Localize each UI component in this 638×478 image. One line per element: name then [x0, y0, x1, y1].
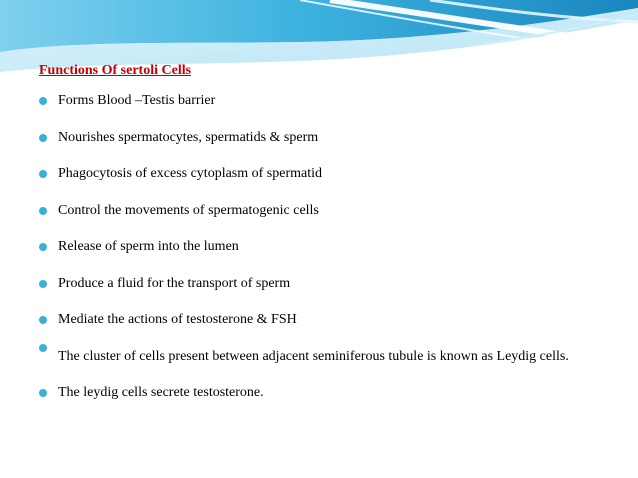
bullet-dot-icon	[39, 344, 47, 352]
list-item	[39, 129, 601, 147]
bullet-dot-icon	[39, 170, 47, 178]
bullet-text: The cluster of cells present between adjacent seminiferous tubule is known as Leydig cells.	[58, 348, 569, 364]
bullet-dot-icon	[39, 316, 47, 324]
bullet-dot-icon	[39, 134, 47, 142]
bullet-text: Control the movements of spermatogenic cells	[58, 202, 319, 218]
bullet-dot-icon	[39, 280, 47, 288]
bullet-text: The leydig cells secrete testosterone.	[58, 384, 264, 400]
list-item	[39, 238, 601, 256]
bullet-list	[39, 92, 601, 420]
bullet-text: Forms Blood –Testis barrier	[58, 93, 216, 108]
list-item	[39, 165, 601, 183]
bullet-text: Release of sperm into the lumen	[58, 239, 239, 254]
bullet-text: Mediate the actions of testosterone & FSH	[58, 312, 297, 327]
list-item	[39, 311, 601, 329]
slide-title: Functions Of sertoli Cells	[39, 63, 192, 78]
bullet-dot-icon	[39, 207, 47, 215]
bullet-text: Produce a fluid for the transport of sperm	[58, 275, 291, 291]
list-item	[39, 275, 601, 293]
list-item	[39, 384, 601, 402]
bullet-text: Phagocytosis of excess cytoplasm of spermatid	[58, 166, 323, 181]
bullet-dot-icon	[39, 389, 47, 397]
bullet-dot-icon	[39, 97, 47, 105]
bullet-dot-icon	[39, 243, 47, 251]
bullet-text: Nourishes spermatocytes, spermatids & sperm	[58, 129, 319, 145]
list-item	[39, 92, 601, 110]
list-item	[39, 202, 601, 220]
list-item	[39, 339, 601, 375]
